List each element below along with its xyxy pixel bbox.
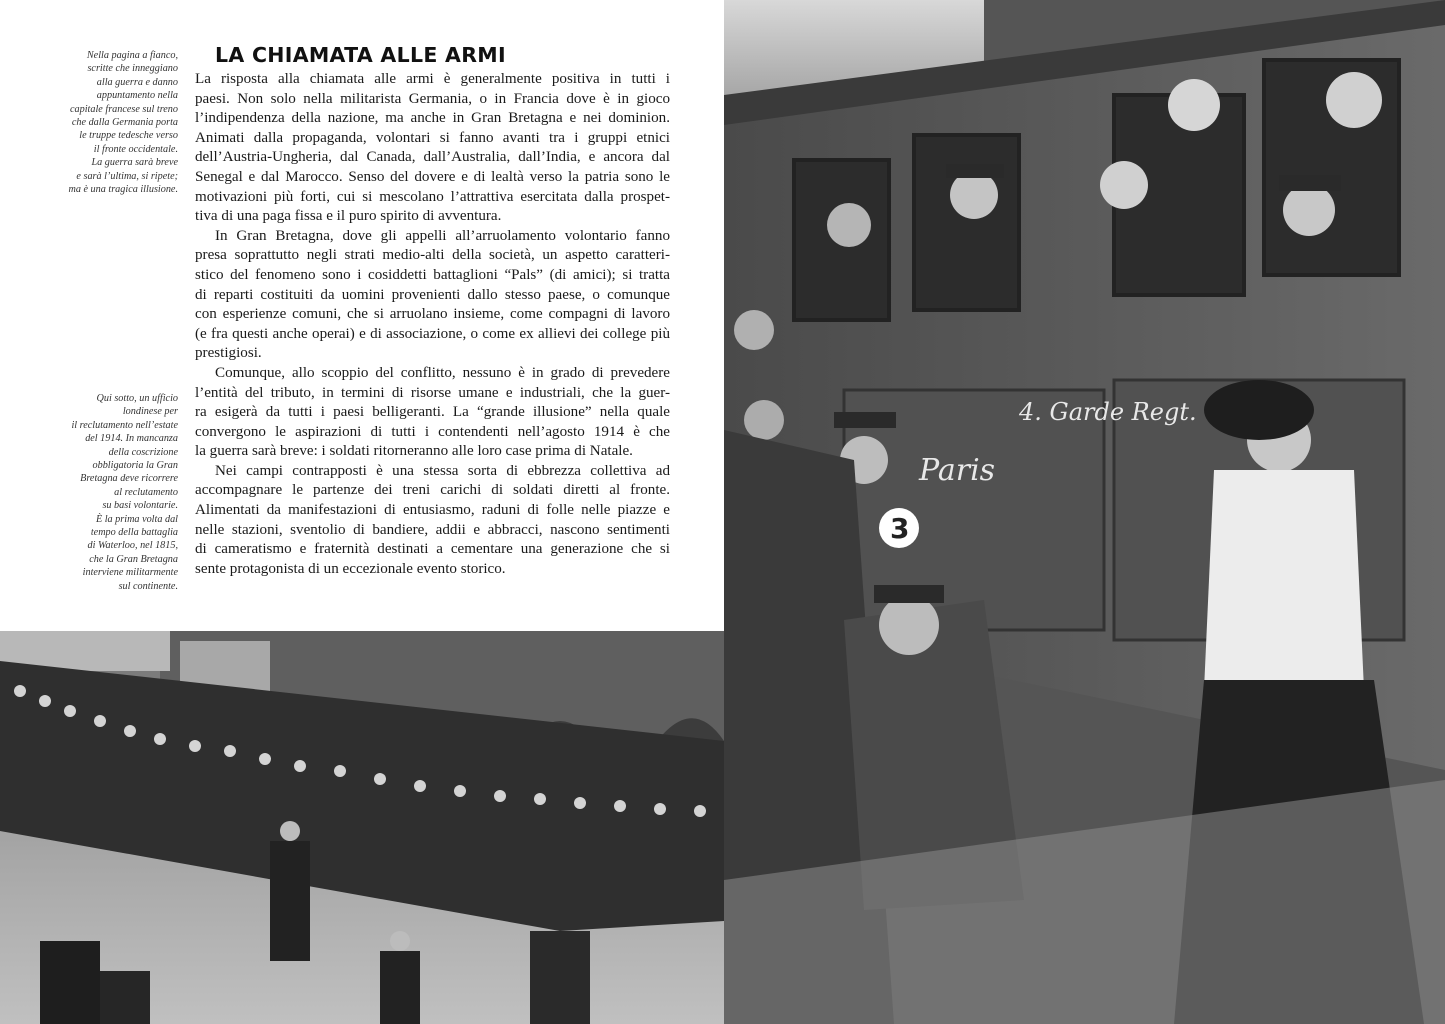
body-line: di reparti costituiti da uomini provenienti dallo stesso paese, o comunque — [195, 286, 670, 303]
photo-train-illustration — [724, 0, 1445, 1024]
caption-line: ma è una tragica illusione. — [68, 184, 178, 196]
article-body — [195, 70, 670, 579]
caption-line: che dalla Germania porta — [71, 117, 178, 129]
photo-recruitment-crowd — [0, 631, 724, 1024]
body-line: l’entità del tributo, in termini di risorse umane e industriali, che la guer- — [195, 384, 670, 401]
caption-line: e sarà l’ultima, si ripete; — [76, 170, 178, 182]
body-line: In Gran Bretagna, dove gli appelli all’arruolamento volontario fanno — [215, 227, 670, 244]
body-line: paesi. Non solo nella militarista Germania, o in Francia dove è in gioco — [195, 90, 670, 107]
caption-line: obbligatoria la Gran — [92, 460, 178, 472]
caption-line: sul continente. — [118, 580, 178, 592]
caption-line: su basi volontarie. — [102, 500, 178, 512]
caption-line: tempo della battaglia — [90, 527, 178, 539]
caption-line: alla guerra e danno — [96, 76, 178, 88]
caption-line: della coscrizione — [108, 446, 178, 458]
caption-line: di Waterloo, nel 1815, — [87, 540, 178, 552]
body-line: presa soprattutto negli strati medio-alti della società, un aspetto caratteri- — [195, 247, 670, 264]
caption-line: il reclutamento nell’estate — [71, 419, 178, 431]
caption-line: interviene militarmente — [82, 567, 178, 579]
body-line: convergono le aspirazioni di tutti i contendenti nell’agosto 1914 è che — [195, 423, 670, 440]
caption-line: Nella pagina a fianco, — [86, 50, 178, 61]
body-line: accompagnare le partenze dei treni carichi di soldati diretti al fronte. — [195, 482, 670, 499]
caption-line: il fronte occidentale. — [93, 143, 178, 155]
body-line: motivazioni più forti, cui si mescolano l’attrattiva esercitata dalla prospet- — [195, 188, 670, 205]
photo-crowd-illustration — [0, 631, 724, 1024]
body-line: stico del fenomeno sono i cosiddetti battaglioni “Pals” (di amici); si tratta — [195, 266, 670, 283]
caption-line: La guerra sarà breve — [91, 157, 178, 169]
body-line: La risposta alla chiamata alle armi è generalmente positiva in tutti i — [195, 71, 670, 87]
chalk-regiment-text: 4. Garde Regt. — [1019, 398, 1197, 426]
body-line: la guerra sarà breve: i soldati ritorneranno alle loro case prima di Natale. — [195, 443, 633, 460]
caption-line: le truppe tedesche verso — [79, 130, 178, 142]
caption-line: Qui sotto, un ufficio — [96, 393, 178, 404]
body-line: Animati dalla propaganda, volontari si fanno avanti tra i gruppi etnici — [195, 129, 670, 146]
caption-top — [50, 49, 178, 196]
caption-line: del 1914. In mancanza — [85, 433, 178, 445]
body-line: l’indipendenza della nazione, ma anche in Gran Bretagna e nei dominion. — [195, 110, 670, 127]
body-line: Nei campi contrapposti è una stessa sorta di ebbrezza collettiva ad — [215, 462, 670, 479]
caption-line: che la Gran Bretagna — [89, 553, 178, 565]
caption-line: scritte che inneggiano — [87, 63, 178, 75]
caption-bottom — [50, 392, 178, 593]
body-line: Senegal e dal Marocco. Senso del dovere e di lealtà verso la patria sono le — [195, 168, 670, 185]
body-line: (e fra questi anche operai) e di associazione, o come ex allievi dei college più — [195, 325, 670, 342]
caption-line: È la prima volta dal — [95, 513, 178, 525]
body-line: con esperienze comuni, che si arruolano insieme, come compagni di lavoro — [195, 306, 670, 323]
body-line: sente protagonista di un eccezionale evento storico. — [195, 560, 506, 577]
caption-line: capitale francese sul treno — [70, 103, 178, 115]
caption-line: Bretagna deve ricorrere — [80, 473, 178, 485]
body-line: ra esigerà da tutti i paesi belligeranti. La “grande illusione” nella quale — [195, 404, 670, 421]
caption-line: al reclutamento — [114, 486, 178, 498]
article-title: LA CHIAMATA ALLE ARMI — [215, 43, 506, 67]
body-line: nelle stazioni, sventolio di bandiere, addii e abbracci, nascono sentimenti — [195, 521, 670, 538]
body-line: Comunque, allo scoppio del conflitto, nessuno è in grado di prevedere — [215, 364, 670, 381]
body-line: Alimentati da manifestazioni di entusiasmo, raduni di folle nelle piazze e — [195, 502, 670, 519]
caption-line: londinese per — [122, 406, 178, 418]
body-line: dell’Austria-Ungheria, dal Canada, dall’Australia, dall’India, e ancora dal — [195, 149, 670, 166]
caption-line: appuntamento nella — [96, 90, 178, 102]
photo-train-soldiers — [724, 0, 1445, 1024]
car-number: 3 — [890, 512, 910, 545]
body-line: di cameratismo e fraternità destinati a cementare una generazione che si — [195, 541, 670, 558]
chalk-paris-text: Paris — [919, 453, 996, 488]
body-line: prestigiosi. — [195, 345, 262, 362]
body-line: tiva di una paga fissa e il puro spirito di avventura. — [195, 208, 502, 225]
